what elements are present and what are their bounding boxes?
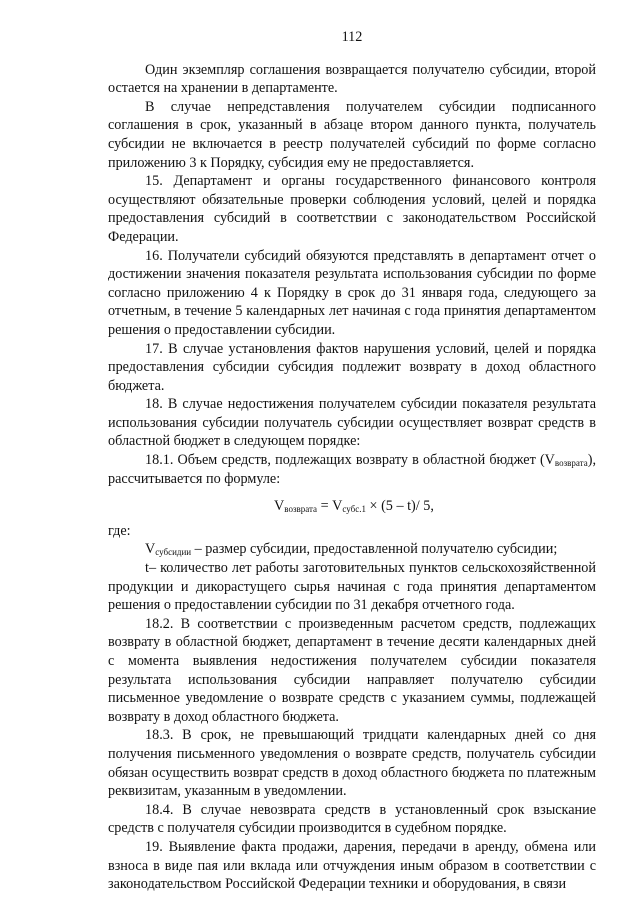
text: – размер субсидии, предоставленной получателю субсидии; — [191, 541, 558, 558]
paragraph: 18.3. В срок, не превышающий тридцати календарных дней со дня получения письменного уведомления о возврате средств, получатель субсидии обязан осуществить возврат средств в доход областного бюджета по платежным реквизитам, указанным в уведомлении. — [108, 727, 596, 800]
paragraph: 15. Департамент и органы государственного финансового контроля осуществляют обязательные проверки соблюдения условий, целей и порядка предоставления субсидий в соответствии с законодательством Российской Федерации. — [108, 173, 596, 245]
where-label: где: — [108, 522, 131, 539]
text: 18.1. Объем средств, подлежащих возврату в областной бюджет (V — [145, 452, 555, 469]
formula — [108, 497, 596, 516]
formula-subscript: субс.1 — [342, 504, 366, 515]
document-page — [108, 28, 596, 894]
page-number: 112 — [341, 29, 363, 45]
paragraph: 17. В случае установления фактов нарушения условий, целей и порядка предоставления субсидии субсидия подлежит возврату в доход областного бюджета. — [108, 340, 596, 394]
paragraph: Один экземпляр соглашения возвращается получателю субсидии, второй остается на хранении в департаменте. — [108, 61, 596, 97]
symbol: V — [145, 541, 156, 558]
subscript: возврата — [554, 458, 588, 469]
formula-symbol: V — [274, 498, 285, 515]
definition-t: t– количество лет работы заготовительных пунктов сельскохозяйственной продукции и дикорастущего сырья начиная с года принятия департаментом решения о предоставлении субсидии по 31 декабря отчетного года. — [108, 560, 596, 614]
paragraph: В случае непредставления получателем субсидии подписанного соглашения в срок, указанный в абзаце втором данного пункта, получатель субсидии не включается в реестр получателей субсидий по форме согласно приложению 3 к Порядку, субсидия ему не предоставляется. — [108, 98, 596, 171]
paragraph: 19. Выявление факта продажи, дарения, передачи в аренду, обмена или взноса в виде пая или вклада или отчуждения иным образом в соответствии с законодательством Российской Федерации техники и оборудования, в связи — [108, 838, 596, 893]
formula-expression: × (5 – t)/ 5, — [365, 498, 434, 515]
paragraph: 18. В случае недостижения получателем субсидии показателя результата использования субсидии получатель субсидии осуществляет возврат средств в областной бюджет в следующем порядке: — [108, 396, 596, 450]
paragraph-18-1 — [108, 451, 596, 488]
subscript: субсидии — [155, 547, 192, 558]
formula-subscript: возврата — [284, 504, 318, 515]
paragraph: 18.2. В соответствии с произведенным расчетом средств, подлежащих возврату в областной бюджет, департамент в течение десяти календарных дней с момента выявления недостижения получателем субсидии показателя результата использования субсидии направляет получателю субсидии письменное уведомление о возврате средств с указанием суммы, подлежащей возврату в доход областного бюджета. — [108, 615, 596, 725]
definition-v — [108, 540, 596, 559]
paragraph: 18.4. В случае невозврата средств в установленный срок взыскание средств с получателя субсидии производится в судебном порядке. — [108, 801, 596, 837]
formula-symbol: = V — [317, 498, 343, 515]
text: ), рассчитывается по формуле: — [108, 452, 596, 487]
paragraph: 16. Получатели субсидий обязуются представлять в департамент отчет о достижении значения показателя результата использования субсидии по форме согласно приложению 4 к Порядку в срок до 31 января года, следующего за отчетным, в течение 5 календарных лет начиная с года принятия департаментом решения о предоставлении субсидии. — [108, 247, 596, 338]
